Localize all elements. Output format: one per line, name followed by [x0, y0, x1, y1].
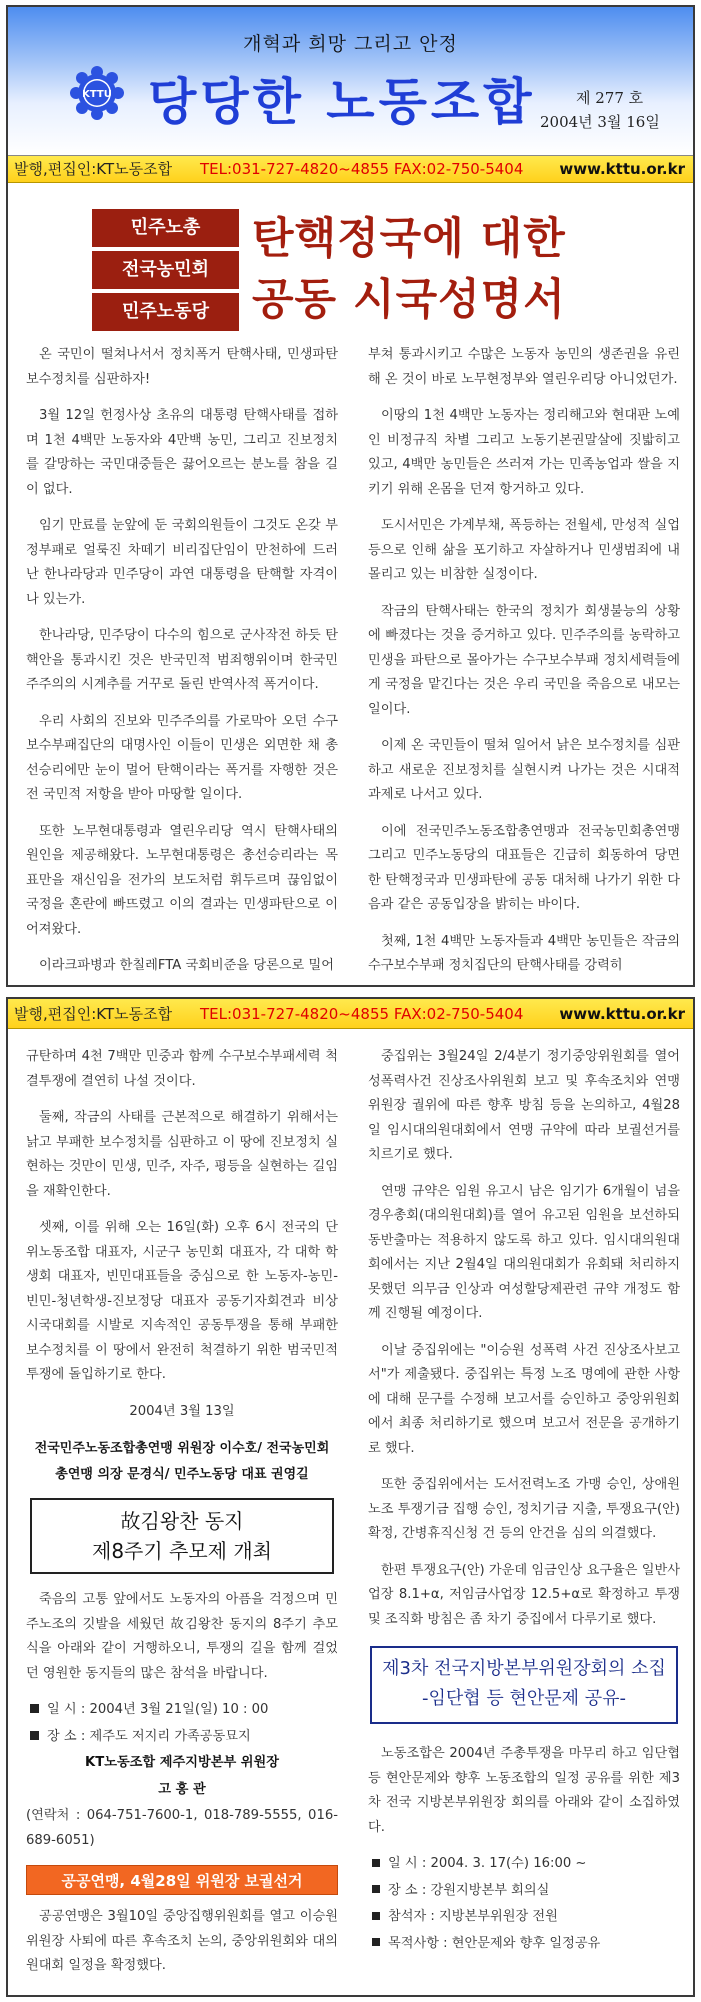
publisher-contact: TEL:031-727-4820~4855 FAX:02-750-5404 [200, 160, 524, 178]
paragraph: 부쳐 통과시키고 수많은 노동자 농민의 생존권을 유린해 온 것이 바로 노무현정부와 열린우리당 아니었던가. [368, 347, 680, 387]
website-link[interactable]: www.kttu.or.kr [559, 160, 685, 178]
headline-line-1: 탄핵정국에 대한 [252, 214, 566, 264]
article-columns-page-1 [26, 343, 680, 987]
right-column [368, 1045, 680, 1991]
signer-line: 전국민주노동조합총연맹 위원장 이수호/ 전국농민회 [34, 1441, 330, 1456]
website-link[interactable]: www.kttu.or.kr [559, 1005, 685, 1023]
issue-date: 2004년 3월 16일 [540, 113, 660, 131]
memorial-item-text: 일 시 : 2004년 3월 21일(일) 10 : 00 [47, 1702, 269, 1717]
meeting-item [368, 1905, 680, 1930]
paragraph: 중집위는 3월24일 2/4분기 정기중앙위원회를 열어 성폭력사건 진상조사위원회 보고 및 후속조치와 연맹 위원장 궐위에 따른 향후 방침 등을 논의하고, 4월28일 임시대의원대회에서 연맹 규약에 따라 보궐선거를 치르기로 했다. [368, 1049, 680, 1162]
memorial-title-line-2: 제8주기 추모제 개최 [92, 1539, 272, 1563]
memorial-organizer: KT노동조합 제주지방본부 위원장 [84, 1755, 279, 1770]
square-bullet-icon [372, 1912, 380, 1920]
statement-date: 2004년 3월 13일 [129, 1403, 235, 1419]
article-columns-page-2 [26, 1045, 680, 1991]
publisher-contact: TEL:031-727-4820~4855 FAX:02-750-5404 [200, 1005, 524, 1023]
square-bullet-icon [30, 1704, 39, 1713]
meeting-item [368, 1852, 680, 1877]
paragraph: 도시서민은 가계부채, 폭등하는 전월세, 만성적 실업 등으로 인해 삶을 포기하고 자살하거나 민생범죄에 내몰리고 있는 비참한 실정이다. [368, 518, 680, 582]
meeting-details [368, 1852, 680, 1956]
meeting-item [368, 1932, 680, 1957]
memorial-item [26, 1725, 338, 1750]
paragraph: 이에 전국민주노동조합총연맹과 전국농민회총연맹 그리고 민주노동당의 대표들은 긴급히 회동하여 당면한 탄핵정국과 민생파탄에 공동 대처해 나가기 위한 다음과 같은 공동입장을 밝히는 바이다. [368, 823, 680, 912]
meeting-item-text: 일 시 : 2004. 3. 17(수) 16:00 ~ [388, 1856, 587, 1871]
headline-line-2: 공동 시국성명서 [252, 275, 566, 325]
publisher-label: 발행,편집인:KT노동조합 [14, 1005, 173, 1023]
issue-number: 제 277 호 [576, 89, 644, 107]
memorial-item-text: 장 소 : 제주도 저지리 가족공동묘지 [47, 1728, 251, 1744]
square-bullet-icon [372, 1938, 380, 1946]
publisher-label: 발행,편집인:KT노동조합 [14, 160, 173, 178]
paragraph: 연맹 규약은 임원 유고시 남은 임기가 6개월이 넘을 경우총회(대의원대회)를 열어 유고된 임원을 보선하되 동반출마는 적용하지 않도록 하고 있다. 임시대의원대회에서는 지난 2월4일 대의원대회가 유회돼 처리하지 못했던 의무금 인상과 여성할당제관련 규약 개정도 함께 진행될 예정이다. [368, 1183, 680, 1321]
square-bullet-icon [30, 1731, 39, 1740]
meeting-item-text: 목적사항 : 현안문제와 향후 일정공유 [388, 1935, 601, 1951]
org-label-kctu: 민주노총 [92, 209, 239, 247]
paragraph: 둘째, 작금의 사태를 근본적으로 해결하기 위해서는 낡고 부패한 보수정치를 심판하고 이 땅에 진보정치 실현하는 것만이 민생, 민주, 자주, 평등을 실현하는 길임을 재확인한다. [26, 1110, 338, 1199]
org-label-peasants: 전국농민회 [92, 251, 239, 289]
meeting-item [368, 1879, 680, 1904]
newsletter-page-2 [6, 997, 695, 1997]
paragraph: 온 국민이 떨쳐나서서 정치폭거 탄핵사태, 민생파탄 보수정치를 심판하자! [26, 347, 338, 387]
org-label-dlp: 민주노동당 [92, 293, 239, 331]
paragraph: 규탄하며 4천 7백만 민중과 함께 수구보수부패세력 척결투쟁에 결연히 나설 것이다. [26, 1049, 338, 1089]
paragraph: 한나라당, 민주당이 다수의 힘으로 군사작전 하듯 탄핵안을 통과시킨 것은 반국민적 범죄행위이며 한국민주주의의 시계추를 거꾸로 돌린 반역사적 폭거이다. [26, 628, 338, 692]
memorial-item [26, 1698, 338, 1723]
election-banner: 공공연맹, 4월28일 위원장 보궐선거 [26, 1865, 338, 1895]
election-body: 공공연맹은 3월10일 중앙집행위원회를 열고 이승원 위원장 사퇴에 따른 후속조치 논의, 중앙위원회와 대의원대회 일정을 확정했다. [26, 1909, 338, 1973]
logo-text: KTTU [82, 89, 112, 100]
paragraph: 또한 노무현대통령과 열린우리당 역시 탄핵사태의 원인을 제공해왔다. 노무현대통령은 총선승리라는 목표만을 재신임을 전가의 보도처럼 휘두르며 끊임없이 국정을 혼란에 빠뜨렸고 이의 결과는 민생파탄으로 이어져왔다. [26, 823, 338, 937]
meeting-title-box [370, 1646, 678, 1724]
paragraph: 한편 투쟁요구(안) 가운데 임금인상 요구율은 일반사업장 8.1+α, 저임금사업장 12.5+α로 확정하고 투쟁 및 조직화 방침은 좀 차기 중집에서 다루기로 했다. [368, 1562, 680, 1627]
newsletter-title: 당당한 노동조합 [148, 73, 536, 131]
paragraph: 셋째, 이를 위해 오는 16일(화) 오후 6시 전국의 단위노동조합 대표자, 시군구 농민회 대표자, 각 대학 학생회 대표자, 빈민대표들을 중심으로 한 노동자-농민-빈민-청년학생-진보정당 대표자 공동기자회견과 비상시국대회를 시발로 지속적인 공동투쟁을 통해 부패한 보수정치를 이 땅에서 완전히 척결하기 위한 범국민적 투쟁에 돌입하기로 한다. [26, 1220, 338, 1382]
paragraph: 임기 만료를 눈앞에 둔 국회의원들이 그것도 온갖 부정부패로 얼룩진 차떼기 비리집단임이 만천하에 드러난 한나라당과 민주당이 과연 대통령을 탄핵할 자격이나 있는가. [26, 518, 338, 607]
left-column [26, 1045, 338, 1991]
memorial-body: 죽음의 고통 앞에서도 노동자의 아픔을 걱정으며 민주노조의 깃발을 세웠던 故김왕찬 동지의 8주기 추모식을 아래와 같이 거행하오니, 투쟁의 길을 함께 걸었던 영원한 동지들의 많은 참석을 바랍니다. [26, 1592, 338, 1681]
signer-line: 총연맹 의장 문경식/ 민주노동당 대표 권영길 [55, 1467, 309, 1482]
paragraph: 또한 중집위에서는 도서전력노조 가맹 승인, 상애원노조 투쟁기금 집행 승인, 정치기금 지출, 투쟁요구(안)확정, 간병휴직신청 건 등의 안건을 심의 의결했다. [368, 1477, 680, 1541]
memorial-title-box [30, 1498, 334, 1574]
paragraph: 작금의 탄핵사태는 한국의 정치가 회생불능의 상황에 빠졌다는 것을 증거하고 있다. 민주주의를 농락하고 민생을 파탄으로 몰아가는 수구보수부패 정치세력들에게 국정을 맡긴다는 것은 우리 국민을 죽음으로 내모는 일이다. [368, 603, 680, 717]
memorial-title-line-1: 故김왕찬 동지 [120, 1509, 244, 1533]
paragraph: 우리 사회의 진보와 민주주의를 가로막아 오던 수구보수부패집단의 대명사인 이들이 민생은 외면한 채 총선승리에만 눈이 멀어 탄핵이라는 폭거를 자행한 것은 전 국민적 저항을 받아 마땅할 일이다. [26, 713, 338, 802]
statement-signers [26, 1436, 338, 1488]
memorial-contact: (연락처 : 064-751-7600-1, 018-789-5555, 016-689-6051) [26, 1808, 338, 1848]
memorial-person: 고 홍 관 [158, 1781, 206, 1797]
paragraph: 이라크파병과 한칠레FTA 국회비준을 당론으로 밀어 [39, 958, 334, 973]
publisher-bar [8, 156, 693, 183]
meeting-item-text: 장 소 : 강원지방본부 회의실 [388, 1882, 550, 1898]
masthead [8, 7, 693, 156]
meeting-item-text: 참석자 : 지방본부위원장 전원 [388, 1909, 558, 1924]
tagline: 개혁과 희망 그리고 안정 [243, 33, 458, 55]
paragraph: 3월 12일 헌정사상 초유의 대통령 탄핵사태를 접하며 1천 4백만 노동자와 4만백 농민, 그리고 진보정치를 갈망하는 국민대중들은 끓어오르는 분노를 참을 길이 없다. [26, 408, 338, 497]
paragraph: 이제 온 국민들이 떨쳐 일어서 낡은 보수정치를 심판하고 새로운 진보정치를 실현시켜 나가는 것은 시대적 과제로 나서고 있다. [368, 738, 680, 802]
left-column [26, 343, 338, 987]
newsletter-page-1 [6, 5, 695, 987]
meeting-body: 노동조합은 2004년 주총투쟁을 마무리 하고 임단협 등 현안문제와 향후 노동조합의 일정 공유를 위한 제3차 전국 지방본부위원장 회의를 아래와 같이 소집하였다. [368, 1746, 680, 1835]
paragraph: 이날 중집위에는 "이승원 성폭력 사건 진상조사보고서"가 제출됐다. 중집위는 특정 노조 명예에 관한 사항에 대해 문구를 수정해 보고서를 승인하고 중앙위원회에서 최종 처리하기로 했으며 보고서 전문을 공개하기로 했다. [368, 1342, 680, 1456]
paragraph: 첫째, 1천 4백만 노동자들과 4백만 농민들은 작금의 수구보수부패 정치집단의 탄핵사태를 강력히 [368, 933, 680, 973]
square-bullet-icon [372, 1859, 380, 1867]
right-column [368, 343, 680, 987]
square-bullet-icon [372, 1885, 380, 1893]
meeting-title-line-2: -임단협 등 현안문제 공유- [421, 1688, 627, 1709]
headline-area [8, 183, 693, 325]
publisher-bar [8, 999, 693, 1029]
meeting-title-line-1: 제3차 전국지방본부위원장회의 소집 [382, 1658, 666, 1679]
paragraph: 이땅의 1천 4백만 노동자는 정리해고와 현대판 노예인 비정규직 차별 그리고 노동기본권말살에 짓밟히고 있고, 4백만 농민들은 쓰러져 가는 민족농업과 쌀을 지키기 위해 온몸을 던져 항거하고 있다. [368, 408, 680, 497]
kttu-logo-icon [69, 65, 125, 121]
